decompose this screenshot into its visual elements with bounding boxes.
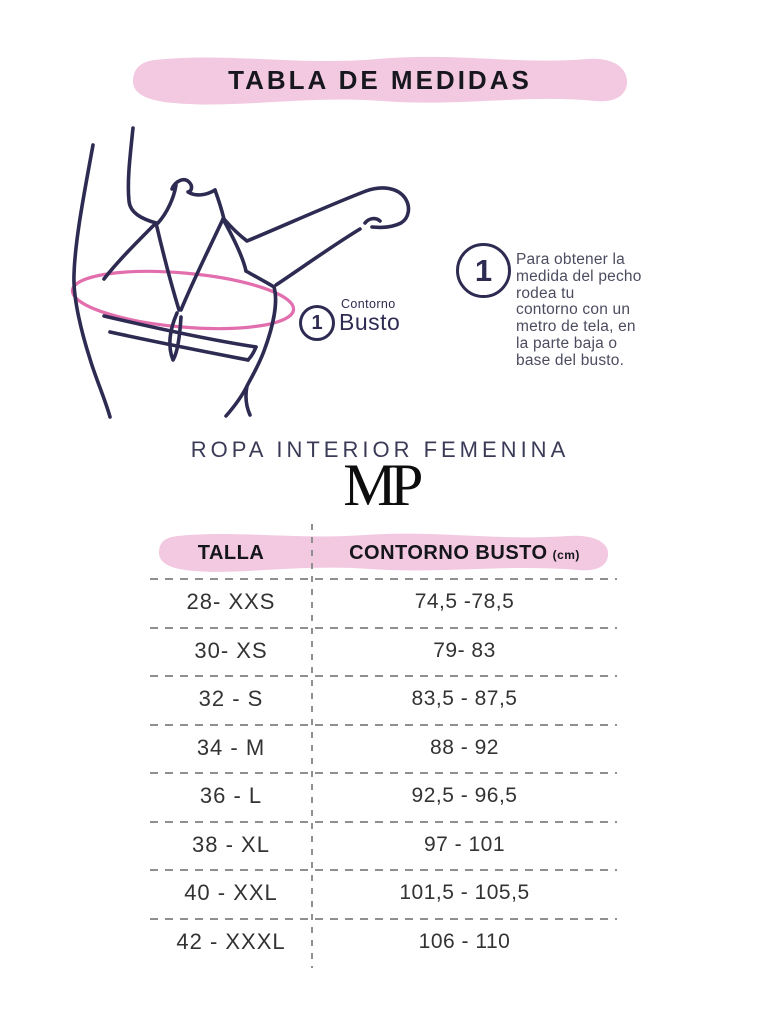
cell-busto: 88 - 92 (430, 735, 499, 759)
cell-talla: 30- XS (194, 637, 268, 663)
table-row (150, 869, 617, 918)
table-header-row (150, 528, 617, 578)
cell-busto: 79- 83 (433, 638, 496, 662)
table-header-talla: TALLA (197, 541, 265, 564)
brand-logo: MP (343, 452, 417, 518)
instruction-line: rodea tu (516, 284, 575, 302)
cell-busto: 92,5 - 96,5 (411, 784, 518, 808)
table-row (150, 772, 617, 821)
table-header-busto-label: CONTORNO BUSTO (349, 541, 548, 564)
cell-busto: 97 - 101 (423, 832, 506, 856)
bust-label-number: 1 (311, 311, 323, 334)
table-header-busto (312, 542, 617, 565)
torso-illustration (60, 118, 440, 420)
cell-busto: 83,5 - 87,5 (411, 687, 518, 711)
bust-label-busto: Busto (339, 309, 401, 335)
table-row (150, 918, 617, 967)
cell-talla: 40 - XXL (184, 880, 278, 906)
step-1-badge (456, 243, 511, 298)
instruction-text (516, 252, 721, 370)
cell-busto: 101,5 - 105,5 (399, 881, 530, 905)
page-title: TABLA DE MEDIDAS (228, 64, 532, 95)
column-divider (311, 524, 313, 968)
instruction-line: contorno con un (516, 301, 631, 319)
cell-talla: 42 - XXXL (176, 928, 286, 954)
cell-talla: 32 - S (198, 686, 264, 712)
step-1-number: 1 (474, 252, 493, 288)
bust-label-contorno: Contorno (341, 297, 396, 311)
instruction-line: metro de tela, en (516, 318, 636, 336)
cell-busto: 74,5 -78,5 (414, 590, 515, 614)
table-row (150, 578, 617, 627)
instruction-line: Para obtener la (516, 251, 625, 268)
size-table (150, 528, 617, 968)
table-row (150, 675, 617, 724)
bust-label-badge (299, 305, 335, 341)
instruction-line: medida del pecho (516, 267, 642, 285)
table-row (150, 724, 617, 773)
cell-talla: 38 - XL (192, 831, 270, 857)
table-row (150, 821, 617, 870)
title-banner (122, 50, 638, 110)
instruction-line: la parte baja o (516, 334, 618, 352)
section-subtitle: ROPA INTERIOR FEMENINA (190, 437, 570, 462)
cell-talla: 36 - L (199, 783, 263, 809)
cell-talla: 34 - M (196, 734, 266, 760)
measuring-tape-ellipse (70, 263, 296, 336)
cell-talla: 28- XXS (186, 589, 276, 615)
table-body (150, 578, 617, 966)
instruction-line: base del busto. (516, 351, 625, 369)
table-row (150, 627, 617, 676)
cell-busto: 106 - 110 (418, 929, 511, 953)
busto-unit-label: (cm) (552, 547, 580, 562)
